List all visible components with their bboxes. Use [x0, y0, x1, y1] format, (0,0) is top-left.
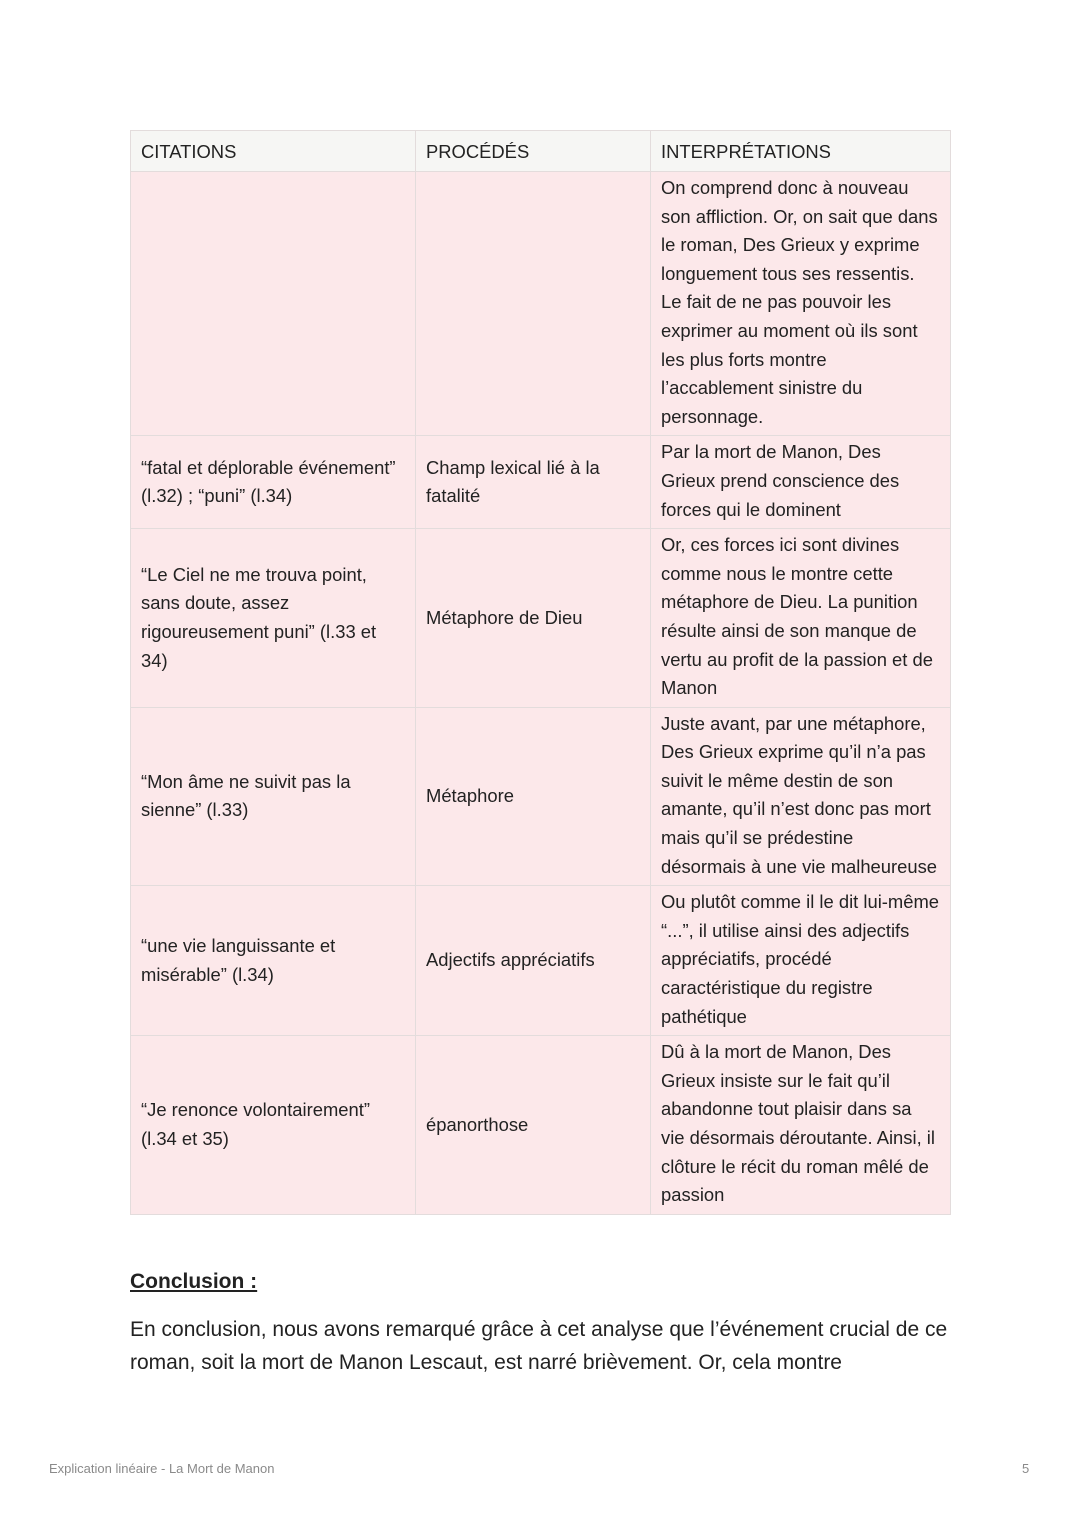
procede-cell: Métaphore de Dieu: [416, 529, 651, 708]
analysis-table: [130, 130, 951, 1215]
conclusion-paragraph: En conclusion, nous avons remarqué grâce à cet analyse que l’événement crucial de ce roman, soit la mort de Manon Lescaut, est narré brièvement. Or, cela montre: [130, 1318, 948, 1374]
citation-cell: “Je renonce volontairement” (l.34 et 35): [131, 1036, 416, 1215]
conclusion-heading: Conclusion :: [130, 1270, 258, 1293]
interpretation-cell: On comprend donc à nouveau son affliction. Or, on sait que dans le roman, Des Grieux y exprime longuement tous ses ressentis. Le fait de ne pas pouvoir les exprimer au moment où ils sont les plus forts montre l’accablement sinistre du personnage.: [651, 172, 951, 436]
table-header-row: [131, 131, 951, 172]
interpretation-cell: Dû à la mort de Manon, Des Grieux insiste sur le fait qu’il abandonne tout plaisir dans sa vie désormais déroutante. Ainsi, il clôture le récit du roman mêlé de passion: [651, 1036, 951, 1215]
table-row: [131, 1036, 951, 1215]
table-row: [131, 172, 951, 436]
footer-document-title: Explication linéaire - La Mort de Manon: [49, 1461, 275, 1476]
procede-cell: Champ lexical lié à la fatalité: [416, 436, 651, 529]
citation-cell: “Le Ciel ne me trouva point, sans doute, assez rigoureusement puni” (l.33 et 34): [131, 529, 416, 708]
procede-cell: épanorthose: [416, 1036, 651, 1215]
table-row: [131, 886, 951, 1036]
procede-cell: Métaphore: [416, 707, 651, 886]
citation-cell: “une vie languissante et misérable” (l.34): [131, 886, 416, 1036]
header-procedes: PROCÉDÉS: [416, 131, 651, 172]
procede-cell: Adjectifs appréciatifs: [416, 886, 651, 1036]
table-row: [131, 436, 951, 529]
procede-cell: [416, 172, 651, 436]
table-row: [131, 529, 951, 708]
interpretation-cell: Par la mort de Manon, Des Grieux prend conscience des forces qui le dominent: [651, 436, 951, 529]
interpretation-cell: Ou plutôt comme il le dit lui-même “...”, il utilise ainsi des adjectifs appréciatifs, procédé caractéristique du registre pathétique: [651, 886, 951, 1036]
interpretation-cell: Juste avant, par une métaphore, Des Grieux exprime qu’il n’a pas suivit le même destin de son amante, qu’il n’est donc pas mort mais qu’il se prédestine désormais à une vie malheureuse: [651, 707, 951, 886]
header-interpretations: INTERPRÉTATIONS: [651, 131, 951, 172]
interpretation-cell: Or, ces forces ici sont divines comme nous le montre cette métaphore de Dieu. La punition résulte ainsi de son manque de vertu au profit de la passion et de Manon: [651, 529, 951, 708]
citation-cell: “fatal et déplorable événement” (l.32) ; “puni” (l.34): [131, 436, 416, 529]
citation-cell: “Mon âme ne suivit pas la sienne” (l.33): [131, 707, 416, 886]
header-citations: CITATIONS: [131, 131, 416, 172]
page-number: 5: [1022, 1461, 1030, 1476]
table-row: [131, 707, 951, 886]
citation-cell: [131, 172, 416, 436]
